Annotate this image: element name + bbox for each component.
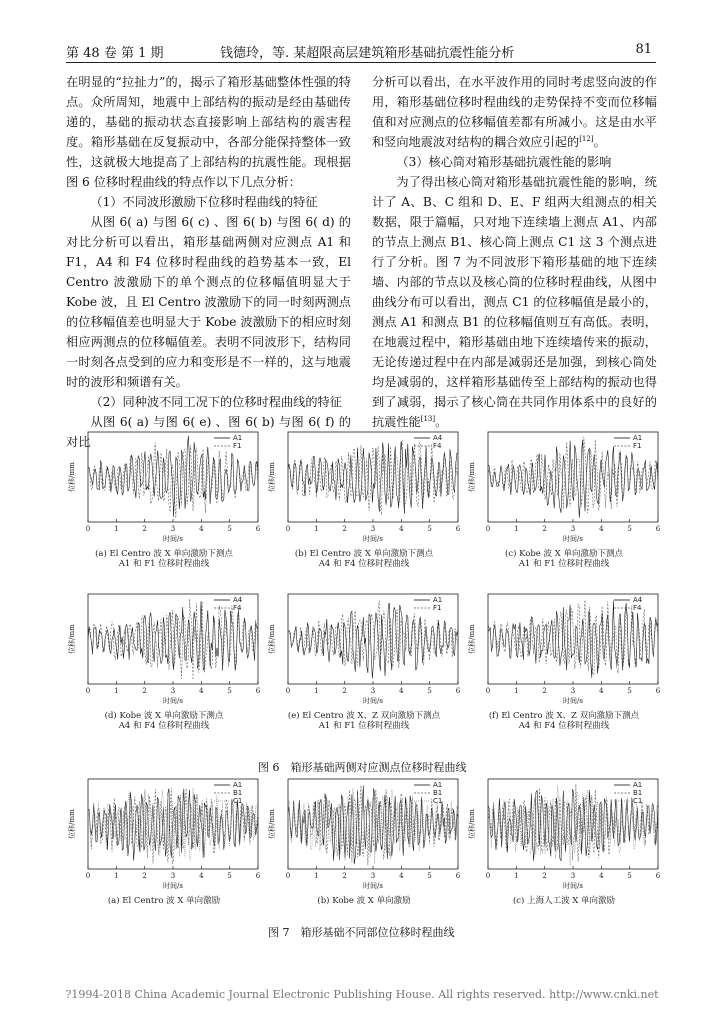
panel-caption: (b) El Centro 波 X 单向激励下测点 xyxy=(294,549,434,559)
plot-legend xyxy=(614,596,643,612)
panel-caption: (f) El Centro 波 X、Z 双向激励下测点 xyxy=(488,711,640,721)
legend-label: F4 xyxy=(233,604,242,612)
x-tick-label: 0 xyxy=(285,687,291,695)
x-tick-label: 3 xyxy=(570,687,576,695)
x-axis-label: 时间/s xyxy=(563,697,583,705)
x-tick-label: 2 xyxy=(142,525,147,533)
x-tick-label: 1 xyxy=(114,872,119,880)
panel-caption: (c) 上海人工波 X 单向激励 xyxy=(512,896,616,906)
x-tick-label: 6 xyxy=(655,687,661,695)
time-history-plot xyxy=(466,428,662,548)
legend-label: A1 xyxy=(233,434,243,442)
x-tick-label: 5 xyxy=(627,687,632,695)
legend-label: C1 xyxy=(233,797,243,805)
paragraph-text: （3）核心筒对箱形基础抗震性能的影响 xyxy=(396,155,612,169)
x-tick-label: 6 xyxy=(455,687,461,695)
time-history-plot xyxy=(266,590,462,710)
x-tick-label: 0 xyxy=(85,872,91,880)
panel-caption: (c) Kobe 波 X 单向激励下测点 xyxy=(505,549,623,559)
x-tick-label: 2 xyxy=(542,525,547,533)
citation-ref: [12] xyxy=(579,134,594,143)
x-tick-label: 1 xyxy=(114,525,119,533)
time-history-plot xyxy=(466,775,662,895)
paragraph xyxy=(372,72,657,152)
x-tick-label: 5 xyxy=(227,525,232,533)
legend-label: F4 xyxy=(633,604,642,612)
y-axis-label: 位移/mm xyxy=(68,624,76,654)
x-tick-label: 1 xyxy=(314,872,319,880)
panel-caption-line-2: A1 和 F1 位移时程曲线 xyxy=(318,721,410,731)
x-tick-label: 4 xyxy=(599,525,604,533)
panel-caption-line-2: A4 和 F4 位移时程曲线 xyxy=(518,721,610,731)
x-tick-label: 2 xyxy=(542,872,547,880)
panel-caption-line-2: A4 和 F4 位移时程曲线 xyxy=(318,559,410,569)
paragraph-text: 在明显的“拉扯力”的，揭示了箱形基础整体性强的特点。众所周知，地震中上部结构的振动是经由基础传递的，基础的振动状态直接影响上部结构的震害程度。箱形基础在反复振动中，各部分能保持整体一致性，这就极大地提高了上部结构的抗震性能。现根据图 6 位移时程曲线的特点作以下几点分析： xyxy=(66,75,351,189)
x-tick-label: 5 xyxy=(427,872,432,880)
x-tick-label: 4 xyxy=(399,525,404,533)
x-tick-label: 6 xyxy=(655,525,661,533)
plot-legend xyxy=(214,434,242,450)
plot-panel xyxy=(466,428,662,578)
series-line-1 xyxy=(488,440,658,518)
plot-panel xyxy=(266,775,462,925)
page-header xyxy=(66,40,656,63)
citation-ref: [13] xyxy=(420,414,436,423)
x-tick-label: 0 xyxy=(85,687,91,695)
x-tick-label: 5 xyxy=(427,687,432,695)
panel-caption: (a) El Centro 波 X 单向激励下测点 xyxy=(95,549,233,559)
running-title: 钱德玲，等. 某超限高层建筑箱形基础抗震性能分析 xyxy=(220,46,515,61)
legend-label: F1 xyxy=(233,442,242,450)
paragraph-text: 为了得出核心筒对箱形基础抗震性能的影响，统计了 A、B、C 组和 D、E、F 组两大组测点的相关数据，限于篇幅，只对地下连续墙上测点 A1、内部的节点上测点 B1、核心筒上测点 C1 这 3 个测点进行了分析。图 7 为不同波形下箱形基础的地下连续墙、内部的节点以及核心筒的位移时程曲线，从图中曲线分布可以看出，测点 C1 的位移幅值是最小的，测点 A1 和测点 B1 的位移幅值则互有高低。表明，在地震过程中，箱形基础由地下连续墙传来的振动，无论传递过程中在内部是减弱还是加强，到核心筒处均是减弱的，这样箱形基础传至上部结构的振动也得到了减弱，揭示了核心筒在共同作用体系中的良好的抗震性能 xyxy=(372,175,657,429)
page-number: 81 xyxy=(635,42,652,57)
paragraph-tail: 。 xyxy=(435,415,448,429)
x-tick-label: 6 xyxy=(455,872,461,880)
legend-label: A4 xyxy=(633,596,643,604)
x-tick-label: 5 xyxy=(627,525,632,533)
plot-legend xyxy=(414,781,442,805)
panel-caption-line-2: A1 和 F1 位移时程曲线 xyxy=(518,559,610,569)
x-tick-label: 1 xyxy=(314,687,319,695)
x-tick-label: 3 xyxy=(170,872,176,880)
paragraph xyxy=(372,172,657,432)
x-axis-label: 时间/s xyxy=(363,697,383,705)
legend-label: A1 xyxy=(633,781,643,789)
legend-label: B1 xyxy=(433,789,443,797)
x-tick-label: 3 xyxy=(370,872,376,880)
x-tick-label: 3 xyxy=(170,687,176,695)
x-tick-label: 2 xyxy=(342,687,347,695)
x-tick-label: 4 xyxy=(199,525,204,533)
legend-label: B1 xyxy=(233,789,243,797)
x-axis-label: 时间/s xyxy=(163,535,183,543)
paragraph-text: 分析可以看出，在水平波作用的同时考虑竖向波的作用，箱形基础位移时程曲线的走势保持不变而位移幅值和对应测点的位移幅值差都有所减小。这是由水平和竖向地震波对结构的耦合效应引起的 xyxy=(372,75,657,149)
figure-6-caption: 图 6 箱形基础两侧对应测点位移时程曲线 xyxy=(258,761,467,774)
time-history-plot xyxy=(66,590,262,710)
x-tick-label: 5 xyxy=(227,687,232,695)
time-history-plot xyxy=(66,775,262,895)
x-tick-label: 5 xyxy=(627,872,632,880)
series-line-1 xyxy=(488,601,658,678)
x-tick-label: 3 xyxy=(170,525,176,533)
legend-label: A1 xyxy=(433,781,443,789)
x-tick-label: 0 xyxy=(285,525,291,533)
paragraph xyxy=(66,212,351,392)
x-axis-label: 时间/s xyxy=(163,882,183,890)
x-tick-label: 0 xyxy=(485,872,491,880)
panel-caption-line-2: A1 和 F1 位移时程曲线 xyxy=(118,559,210,569)
x-tick-label: 4 xyxy=(599,687,604,695)
x-tick-label: 1 xyxy=(314,525,319,533)
paragraph-tail: 。 xyxy=(593,135,606,149)
x-tick-label: 4 xyxy=(599,872,604,880)
x-axis-label: 时间/s xyxy=(363,535,383,543)
x-tick-label: 6 xyxy=(655,872,661,880)
paragraph-text: （1）不同波形激励下位移时程曲线的特征 xyxy=(90,195,318,209)
legend-label: F4 xyxy=(433,442,442,450)
x-tick-label: 4 xyxy=(199,687,204,695)
x-tick-label: 3 xyxy=(370,687,376,695)
plot-panel xyxy=(466,590,662,740)
x-tick-label: 3 xyxy=(570,525,576,533)
paragraph-text: （2）同种波不同工况下的位移时程曲线的特征 xyxy=(90,395,342,409)
x-tick-label: 0 xyxy=(285,872,291,880)
plot-panel xyxy=(66,775,262,925)
y-axis-label: 位移/mm xyxy=(268,462,276,492)
y-axis-label: 位移/mm xyxy=(468,462,476,492)
x-tick-label: 2 xyxy=(142,872,147,880)
x-tick-label: 2 xyxy=(142,687,147,695)
figure-7-caption: 图 7 箱形基础不同部位位移时程曲线 xyxy=(268,926,455,939)
legend-label: F1 xyxy=(633,442,642,450)
left-text-column xyxy=(66,72,351,452)
time-history-plot xyxy=(266,428,462,548)
series-line-1 xyxy=(288,442,458,515)
plot-legend xyxy=(614,434,642,450)
plot-legend xyxy=(214,781,242,805)
x-tick-label: 3 xyxy=(370,525,376,533)
panel-caption: (a) El Centro 波 X 单向激励 xyxy=(107,896,221,906)
legend-label: C1 xyxy=(433,797,443,805)
legend-label: A1 xyxy=(233,781,243,789)
panel-caption-line-2: A4 和 F4 位移时程曲线 xyxy=(118,721,210,731)
right-text-column xyxy=(372,72,657,432)
plot-panel xyxy=(466,775,662,925)
copyright-footer: ?1994-2018 China Academic Journal Electronic Publishing House. All rights reserved. http://www.cnki.net xyxy=(65,988,659,1001)
x-tick-label: 2 xyxy=(342,872,347,880)
plot-legend xyxy=(414,596,442,612)
legend-label: A4 xyxy=(433,434,443,442)
x-axis-label: 时间/s xyxy=(563,882,583,890)
legend-label: F1 xyxy=(433,604,442,612)
y-axis-label: 位移/mm xyxy=(268,624,276,654)
x-tick-label: 6 xyxy=(455,525,461,533)
y-axis-label: 位移/mm xyxy=(268,809,276,839)
x-tick-label: 1 xyxy=(514,687,519,695)
x-tick-label: 2 xyxy=(542,687,547,695)
time-history-plot xyxy=(66,428,262,548)
x-tick-label: 0 xyxy=(485,525,491,533)
journal-volume: 第 48 卷 第 1 期 xyxy=(66,46,164,61)
paragraph xyxy=(66,72,351,192)
series-line-2 xyxy=(288,440,458,515)
paragraph xyxy=(372,152,657,172)
x-tick-label: 5 xyxy=(227,872,232,880)
y-axis-label: 位移/mm xyxy=(68,462,76,492)
plot-panel xyxy=(66,590,262,740)
paragraph-text: 从图 6( a) 与图 6( e) 、图 6( b) 与图 6( f) 的对比 xyxy=(66,415,351,449)
y-axis-label: 位移/mm xyxy=(468,809,476,839)
paragraph xyxy=(66,192,351,212)
x-tick-label: 0 xyxy=(485,687,491,695)
plot-legend xyxy=(414,434,443,450)
plot-legend xyxy=(614,781,642,805)
panel-caption: (e) El Centro 波 X、Z 双向激励下测点 xyxy=(287,711,441,721)
plot-legend xyxy=(214,596,243,612)
y-axis-label: 位移/mm xyxy=(68,809,76,839)
x-tick-label: 6 xyxy=(255,872,261,880)
x-axis-label: 时间/s xyxy=(563,535,583,543)
x-axis-label: 时间/s xyxy=(363,882,383,890)
x-tick-label: 4 xyxy=(399,687,404,695)
paragraph-text: 从图 6( a) 与图 6( c) 、图 6( b) 与图 6( d) 的对比分析可以看出，箱形基础两侧对应测点 A1 和 F1，A4 和 F4 位移时程曲线的趋势基本一致，El Centro 波激励下的单个测点的位移幅值明显大于 Kobe 波，且 El Centro 波激励下的同一时刻两测点的位移幅值差也明显大于 Kobe 波激励下的相应时刻相应两测点的位移幅值差。表明不同波形下，结构同一时刻各点受到的应力和变形是不一样的，这与地震时的波形和频谱有关。 xyxy=(66,215,351,389)
x-tick-label: 3 xyxy=(570,872,576,880)
x-tick-label: 2 xyxy=(342,525,347,533)
x-tick-label: 1 xyxy=(114,687,119,695)
series-line-1 xyxy=(288,603,458,678)
x-tick-label: 1 xyxy=(514,525,519,533)
legend-label: A1 xyxy=(633,434,643,442)
x-tick-label: 5 xyxy=(427,525,432,533)
time-history-plot xyxy=(266,775,462,895)
panel-caption: (b) Kobe 波 X 单向激励 xyxy=(317,896,411,906)
time-history-plot xyxy=(466,590,662,710)
plot-panel xyxy=(266,428,462,578)
plot-panel xyxy=(66,428,262,578)
legend-label: B1 xyxy=(633,789,643,797)
x-axis-label: 时间/s xyxy=(163,697,183,705)
x-tick-label: 4 xyxy=(199,872,204,880)
x-tick-label: 4 xyxy=(399,872,404,880)
x-tick-label: 6 xyxy=(255,687,261,695)
panel-caption: (d) Kobe 波 X 单向激励下测点 xyxy=(104,711,224,721)
paragraph xyxy=(66,392,351,412)
legend-label: C1 xyxy=(633,797,643,805)
legend-label: A1 xyxy=(433,596,443,604)
y-axis-label: 位移/mm xyxy=(468,624,476,654)
x-tick-label: 1 xyxy=(514,872,519,880)
x-tick-label: 6 xyxy=(255,525,261,533)
plot-panel xyxy=(266,590,462,740)
legend-label: A4 xyxy=(233,596,243,604)
x-tick-label: 0 xyxy=(85,525,91,533)
